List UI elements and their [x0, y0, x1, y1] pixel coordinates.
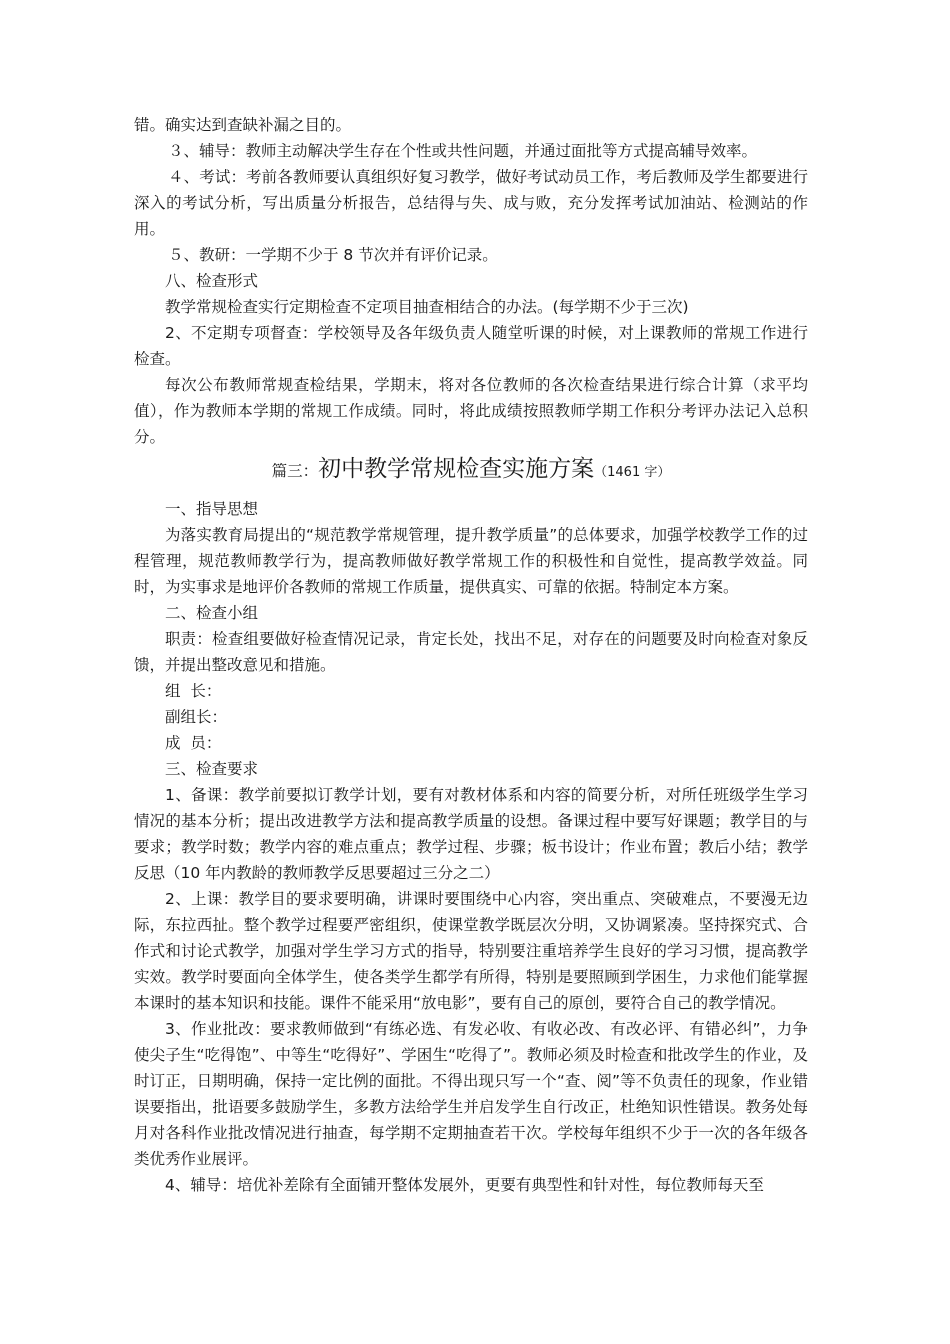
title-main: 初中教学常规检查实施方案 — [318, 456, 595, 482]
document-page — [134, 112, 808, 1198]
paragraph: 4、辅导：培优补差除有全面铺开整体发展外，更要有典型性和针对性，每位教师每天至 — [165, 1176, 764, 1194]
title-word-count: （1461 字） — [594, 465, 671, 480]
paragraph: ４、考试：考前各教师要认真组织好复习教学，做好考试动员工作，考后教师及学生都要进行深入的考试分析，写出质量分析报告，总结得与失、成与败，充分发挥考试加油站、检测站的作用。 — [134, 168, 808, 238]
deputy-leader-line: 副组长： — [165, 708, 228, 726]
paragraph: 教学常规检查实行定期检查不定项目抽查相结合的办法。(每学期不少于三次) — [165, 298, 689, 316]
paragraph: ５、教研：一学期不少于 8 节次并有评价记录。 — [168, 246, 498, 264]
section-heading: 三、检查要求 — [165, 760, 259, 778]
title-prefix: 篇三： — [271, 462, 319, 480]
section-heading: 二、检查小组 — [165, 604, 259, 622]
members-line: 成 员： — [165, 734, 222, 752]
paragraph: 每次公布教师常规查检结果，学期末，将对各位教师的各次检查结果进行综合计算（求平均值），作为教师本学期的常规工作成绩。同时，将此成绩按照教师学期工作积分考评办法记入总积分。 — [134, 376, 808, 446]
section-heading: 八、检查形式 — [165, 272, 259, 290]
paragraph: 错。确实达到查缺补漏之目的。 — [134, 116, 352, 134]
section-heading: 一、指导思想 — [165, 500, 259, 518]
paragraph: 为落实教育局提出的“规范教学常规管理，提升教学质量”的总体要求，加强学校教学工作的过程管理，规范教师教学行为，提高教师做好教学常规工作的积极性和自觉性，提高教学效益。同时，为实事求是地评价各教师的常规工作质量，提供真实、可靠的依据。特制定本方案。 — [134, 526, 808, 596]
paragraph: 职责：检查组要做好检查情况记录，肯定长处，找出不足，对存在的问题要及时向检查对象反馈，并提出整改意见和措施。 — [134, 630, 808, 674]
document-title — [134, 452, 808, 490]
paragraph: 2、不定期专项督查：学校领导及各年级负责人随堂听课的时候，对上课教师的常规工作进行检查。 — [134, 324, 808, 368]
paragraph: 2、上课：教学目的要求要明确，讲课时要围绕中心内容，突出重点、突破难点，不要漫无边际，东拉西扯。整个教学过程要严密组织，使课堂教学既层次分明，又协调紧凑。坚持探究式、合作式和讨论式教学，加强对学生学习方式的指导，特别要注重培养学生良好的学习习惯，提高教学实效。教学时要面向全体学生，使各类学生都学有所得，特别是要照顾到学困生，力求他们能掌握本课时的基本知识和技能。课件不能采用“放电影”，要有自己的原创，要符合自己的教学情况。 — [134, 890, 808, 1012]
group-leader-line: 组 长： — [165, 682, 222, 700]
paragraph: 1、备课：教学前要拟订教学计划，要有对教材体系和内容的简要分析，对所任班级学生学习情况的基本分析；提出改进教学方法和提高教学质量的设想。备课过程中要写好课题；教学目的与要求；教学时数；教学内容的难点重点；教学过程、步骤；板书设计；作业布置；教后小结；教学反思（10 年内教龄的教师教学反思要超过三分之二） — [134, 786, 808, 882]
paragraph: 3、作业批改：要求教师做到“有练必选、有发必收、有收必改、有改必评、有错必纠”，力争使尖子生“吃得饱”、中等生“吃得好”、学困生“吃得了”。教师必须及时检查和批改学生的作业，及时订正，日期明确，保持一定比例的面批。不得出现只写一个“查、阅”等不负责任的现象，作业错误要指出，批语要多鼓励学生，多教方法给学生并启发学生自行改正，杜绝知识性错误。教务处每月对各科作业批改情况进行抽查，每学期不定期抽查若干次。学校每年组织不少于一次的各年级各类优秀作业展评。 — [134, 1020, 808, 1168]
paragraph: ３、辅导：教师主动解决学生存在个性或共性问题，并通过面批等方式提高辅导效率。 — [168, 142, 758, 160]
